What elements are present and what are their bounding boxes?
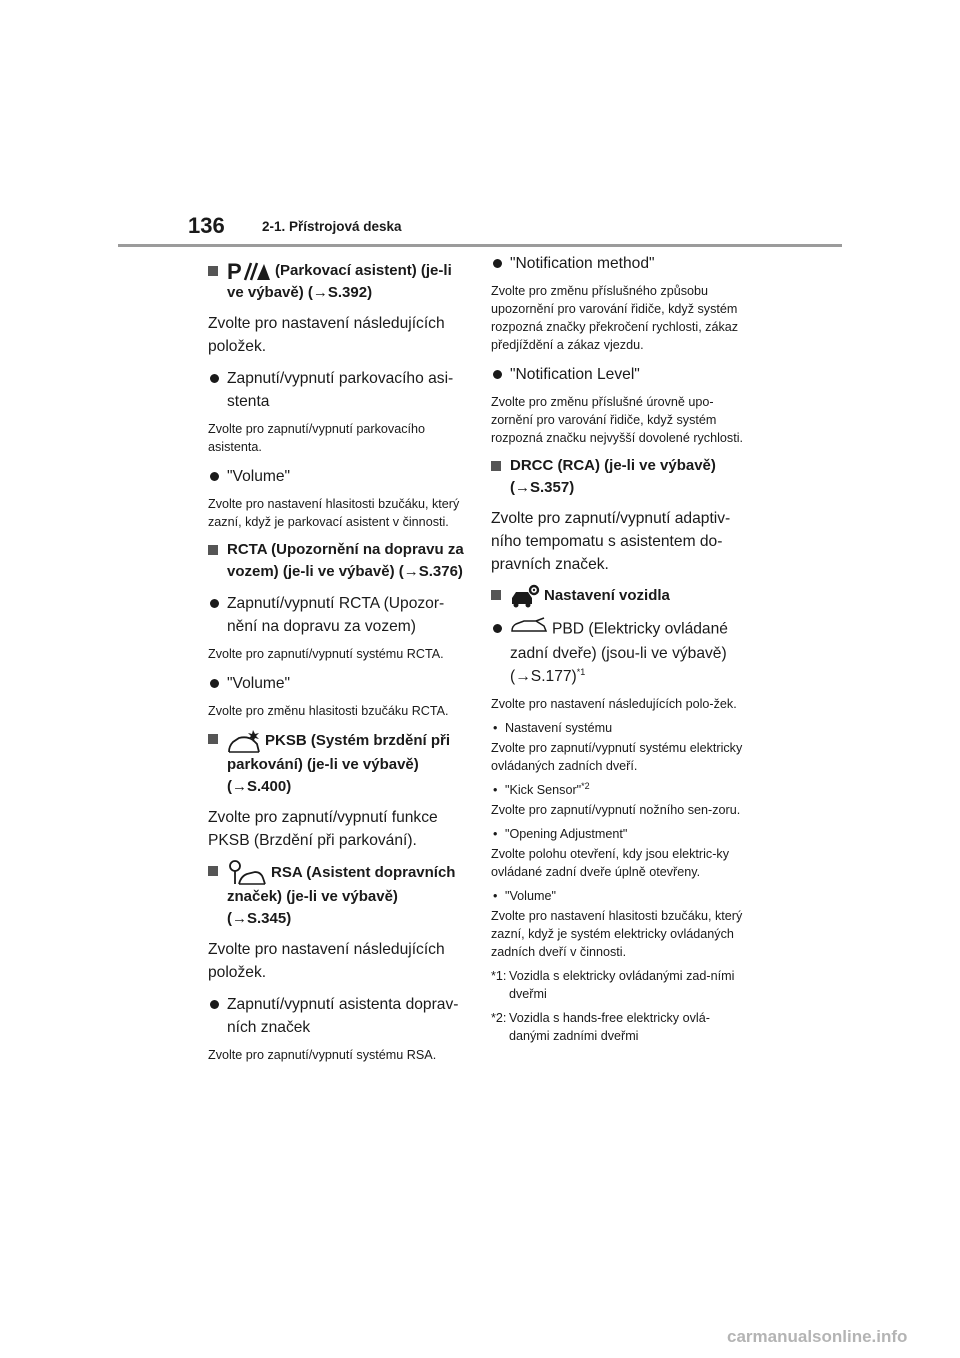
section-square-marker: [491, 461, 501, 471]
parking-assist-icon: [227, 260, 271, 282]
section-title: Nastavení vozidla: [544, 586, 670, 604]
bullet-text: "Notification method": [510, 255, 655, 272]
section-body: Zvolte pro nastavení následujících položek.: [208, 941, 445, 982]
section-title: DRCC (RCA) (je-li ve výbavě) (→S.357): [510, 457, 716, 496]
bullet-text: Zapnutí/vypnutí asistenta doprav-ních značek: [227, 996, 459, 1037]
sub-item: • "Kick Sensor"$^{*2}$: [493, 780, 590, 797]
section-parking-assist: [208, 260, 466, 304]
right-column: [491, 252, 749, 1045]
bullet-dot: [493, 624, 502, 633]
bullet-item: [491, 617, 749, 688]
item-description: Zvolte pro nastavení hlasitosti bzučáku, který zazní, když je systém elektricky ovládaných zadních dveří v činnosti.: [491, 909, 743, 959]
section-square-marker: [208, 866, 218, 876]
section-rsa: [208, 860, 466, 930]
bullet-text: "Notification Level": [510, 366, 640, 383]
bullet-item: [208, 367, 466, 413]
section-title: RCTA (Upozornění na dopravu za vozem) (je-li ve výbavě) (→S.376): [227, 541, 464, 581]
section-title: PKSB (Systém brzdění při parkování) (je-li ve výbavě) (→S.400): [227, 732, 451, 796]
footnote-text: Vozidla s elektricky ovládanými zad-ními dveřmi: [509, 969, 735, 1001]
footnote-mark: *2:: [491, 1011, 507, 1025]
bullet-item: [491, 363, 749, 386]
item-description: Zvolte polohu otevření, kdy jsou elektric-ky ovládané zadní dveře úplně otevřeny.: [491, 847, 729, 879]
section-body: Zvolte pro zapnutí/vypnutí funkce PKSB (Brzdění při parkování).: [208, 809, 438, 850]
bullet-dot: [210, 374, 219, 383]
footnote: [491, 967, 749, 1003]
bullet-dot: [493, 259, 502, 268]
watermark: carmanualsonline.info: [727, 1327, 908, 1346]
section-square-marker: [208, 734, 218, 744]
page-number: 136: [188, 213, 225, 238]
power-back-door-icon: [510, 617, 548, 642]
sub-item: • "Opening Adjustment": [493, 827, 628, 841]
sub-item: • "Volume": [493, 889, 556, 903]
bullet-dot: [493, 370, 502, 379]
bullet-text: "Volume": [227, 468, 291, 486]
section-body: Zvolte pro zapnutí/vypnutí adaptiv-ního tempomatu s asistentem do-pravních značek.: [491, 510, 731, 573]
bullet-dot: [210, 599, 219, 608]
bullet-text: Zapnutí/vypnutí parkovacího asi-stenta: [227, 370, 454, 411]
item-description: Zvolte pro změnu příslušného způsobu upozornění pro varování řidiče, když systém rozpozná značky překročení rychlosti, zákaz předjíždění a zákaz vjezdu.: [491, 284, 739, 352]
pksb-icon: [227, 728, 261, 754]
item-description: Zvolte pro zapnutí/vypnutí systému RCTA.: [208, 647, 444, 662]
footnote-text: Vozidla s hands-free elektricky ovlá-danými zadními dveřmi: [509, 1011, 710, 1043]
bullet-item: [208, 592, 466, 638]
item-description: Zvolte pro nastavení hlasitosti bzučáku, který zazní, když je parkovací asistent v činnosti.: [208, 497, 460, 530]
section-title: (Parkovací asistent) (je-li ve výbavě) (→S.392): [227, 262, 452, 302]
bullet-item: [208, 993, 466, 1039]
section-pksb: [208, 728, 466, 798]
rsa-icon: [227, 860, 267, 886]
item-description: Zvolte pro změnu příslušné úrovně upo-zornění pro varování řidiče, když systém rozpozná značku nejvyšší dovolené rychlosti.: [491, 395, 744, 445]
item-description: Zvolte pro nastavení následujících polo-žek.: [491, 697, 737, 711]
bullet-item: [208, 465, 466, 488]
chapter-title: 2-1. Přístrojová deska: [262, 219, 402, 234]
header-divider: [118, 244, 842, 247]
bullet-dot: [210, 1000, 219, 1009]
section-square-marker: [491, 590, 501, 600]
bullet-item: [491, 252, 749, 275]
sub-item-label: Nastavení systému: [505, 721, 613, 735]
section-square-marker: [208, 266, 218, 276]
item-description: Zvolte pro změnu hlasitosti bzučáku RCTA.: [208, 704, 449, 719]
bullet-dot: [210, 472, 219, 481]
sub-item-label: "Volume": [505, 889, 556, 903]
footnote-ref: *2: [581, 780, 590, 791]
section-title: RSA (Asistent dopravních značek) (je-li ve výbavě) (→S.345): [227, 864, 456, 928]
bullet-text: Zapnutí/vypnutí RCTA (Upozor-nění na dopravu za vozem): [227, 595, 445, 636]
footnote: [491, 1009, 749, 1045]
item-description: Zvolte pro zapnutí/vypnutí nožního sen-zoru.: [491, 803, 741, 817]
bullet-dot: [210, 679, 219, 688]
sub-item-label: "Opening Adjustment": [505, 827, 628, 841]
section-rcta: [208, 539, 466, 583]
section-drcc: [491, 455, 749, 499]
bullet-text: "Volume": [227, 675, 291, 693]
vehicle-settings-icon: [510, 584, 540, 608]
svg-text:P: P: [227, 260, 242, 283]
section-body: Zvolte pro nastavení následujících položek.: [208, 315, 445, 356]
item-description: Zvolte pro zapnutí/vypnutí parkovacího asistenta.: [208, 422, 426, 455]
footnote-ref: *1: [576, 666, 586, 677]
bullet-item: [208, 672, 466, 695]
sub-item-label: "Kick Sensor": [505, 783, 582, 797]
item-description: Zvolte pro zapnutí/vypnutí systému RSA.: [208, 1048, 437, 1063]
sub-item: • Nastavení systému: [493, 721, 613, 735]
footnote-mark: *1:: [491, 969, 507, 983]
section-vehicle-settings: [491, 584, 749, 608]
bullet-text: PBD (Elektricky ovládané zadní dveře) (jsou-li ve výbavě) (→S.177): [510, 620, 728, 685]
left-column: [208, 252, 466, 1064]
item-description: Zvolte pro zapnutí/vypnutí systému elektricky ovládaných zadních dveří.: [491, 741, 743, 773]
section-square-marker: [208, 545, 218, 555]
